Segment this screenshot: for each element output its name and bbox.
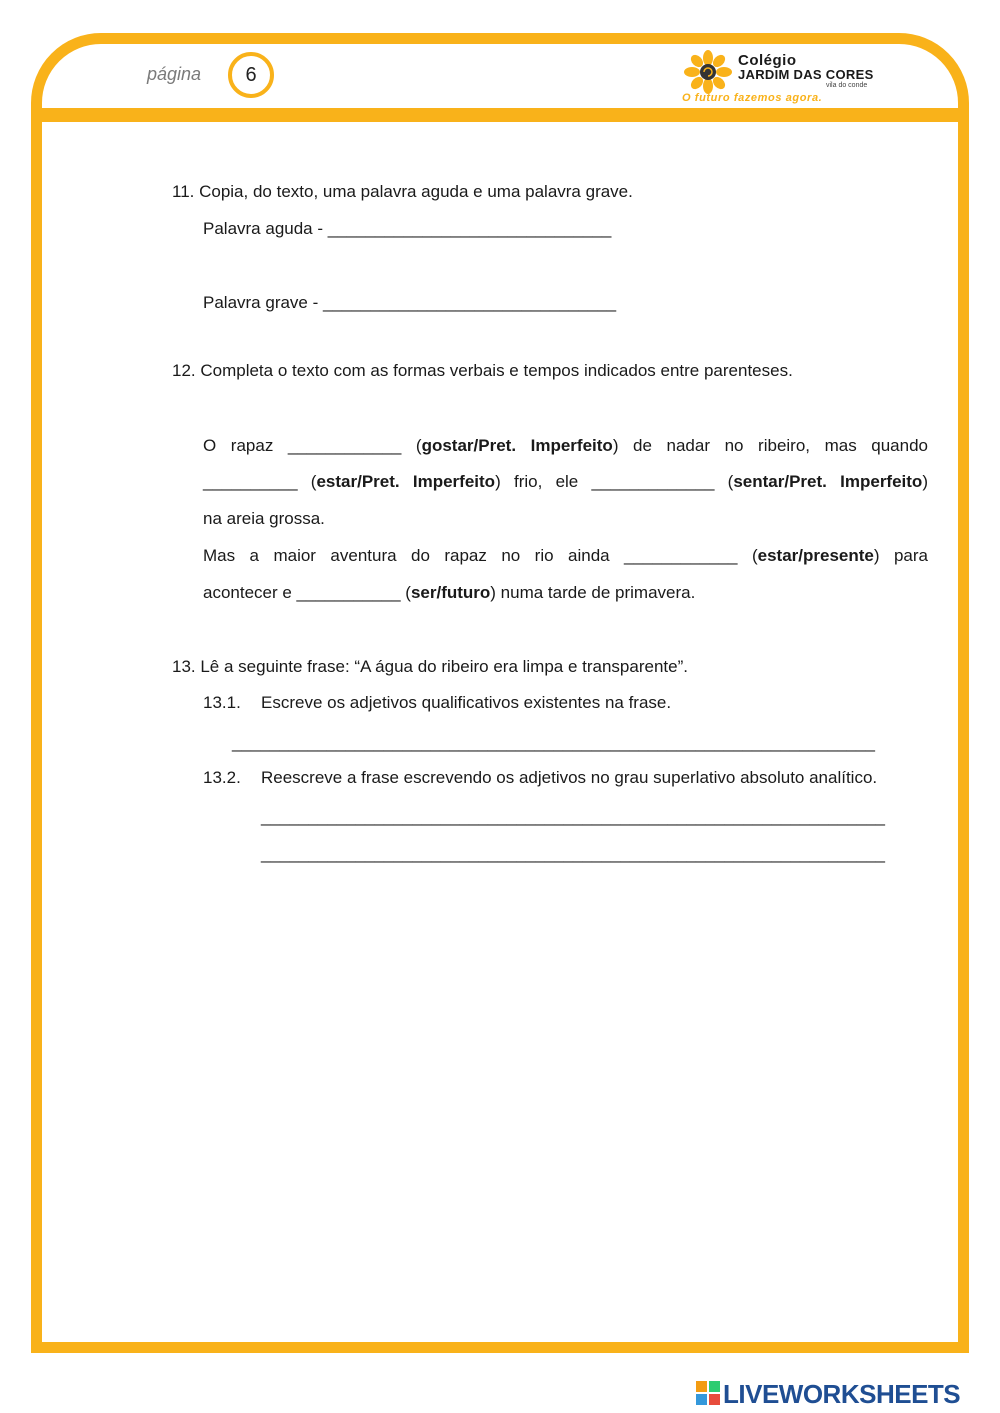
verb-hint: sentar/Pret. Imperfeito <box>733 472 923 491</box>
question-12-line-1: O rapaz ____________ (gostar/Pret. Imperfeito) de nadar no ribeiro, mas quando <box>203 436 928 455</box>
liveworksheets-logo-icon <box>696 1381 720 1405</box>
liveworksheets-brand: LIVEWORKSHEETS <box>723 1379 961 1409</box>
logo-subtitle: JARDIM DAS CORES <box>738 67 874 82</box>
header-band <box>42 108 958 122</box>
question-12-line-2: __________ (estar/Pret. Imperfeito) frio, ele _____________ (sentar/Pret. Imperfeito) <box>203 472 928 491</box>
verb-hint: estar/Pret. Imperfeito <box>316 472 496 491</box>
verb-hint: estar/presente <box>757 546 874 565</box>
page-number-badge <box>228 52 274 98</box>
question-13-2-answer-line-1[interactable]: __________________________________________________________________ <box>261 807 886 826</box>
question-11-title: 11. Copia, do texto, uma palavra aguda e uma palavra grave. <box>172 182 633 201</box>
question-13-2-answer-line-2[interactable]: __________________________________________________________________ <box>261 844 886 863</box>
question-11-grave[interactable]: Palavra grave - _______________________________ <box>203 293 617 312</box>
question-12-line-3: na areia grossa. <box>203 509 325 528</box>
question-13-1-text: Escreve os adjetivos qualificativos existentes na frase. <box>261 693 672 712</box>
question-13-2-text: Reescreve a frase escrevendo os adjetivos no grau superlativo absoluto analítico. <box>261 768 878 787</box>
logo-location: vila do conde <box>826 82 868 89</box>
question-13-1-answer-line[interactable]: ____________________________________________________________________ <box>232 733 875 752</box>
logo-title: Colégio <box>738 52 797 69</box>
question-13-title: 13. Lê a seguinte frase: “A água do ribeiro era limpa e transparente”. <box>172 657 688 676</box>
page-number: 6 <box>245 63 257 86</box>
question-12-line-5: acontecer e ___________ (ser/futuro) numa tarde de primavera. <box>203 583 696 602</box>
question-13-1-number: 13.1. <box>203 693 241 712</box>
logo-slogan: O futuro fazemos agora. <box>682 92 823 104</box>
question-12-title: 12. Completa o texto com as formas verbais e tempos indicados entre parenteses. <box>172 361 793 380</box>
verb-hint: ser/futuro <box>410 583 491 602</box>
question-11-aguda[interactable]: Palavra aguda - ______________________________ <box>203 219 612 238</box>
question-13-2-number: 13.2. <box>203 768 241 787</box>
sunflower-icon <box>680 50 736 94</box>
page-label: página <box>147 64 202 84</box>
question-12-line-4: Mas a maior aventura do rapaz no rio ainda ____________ (estar/presente) para <box>203 546 928 565</box>
verb-hint: gostar/Pret. Imperfeito <box>421 436 613 455</box>
school-logo <box>680 50 900 106</box>
liveworksheets-footer <box>696 1379 996 1409</box>
